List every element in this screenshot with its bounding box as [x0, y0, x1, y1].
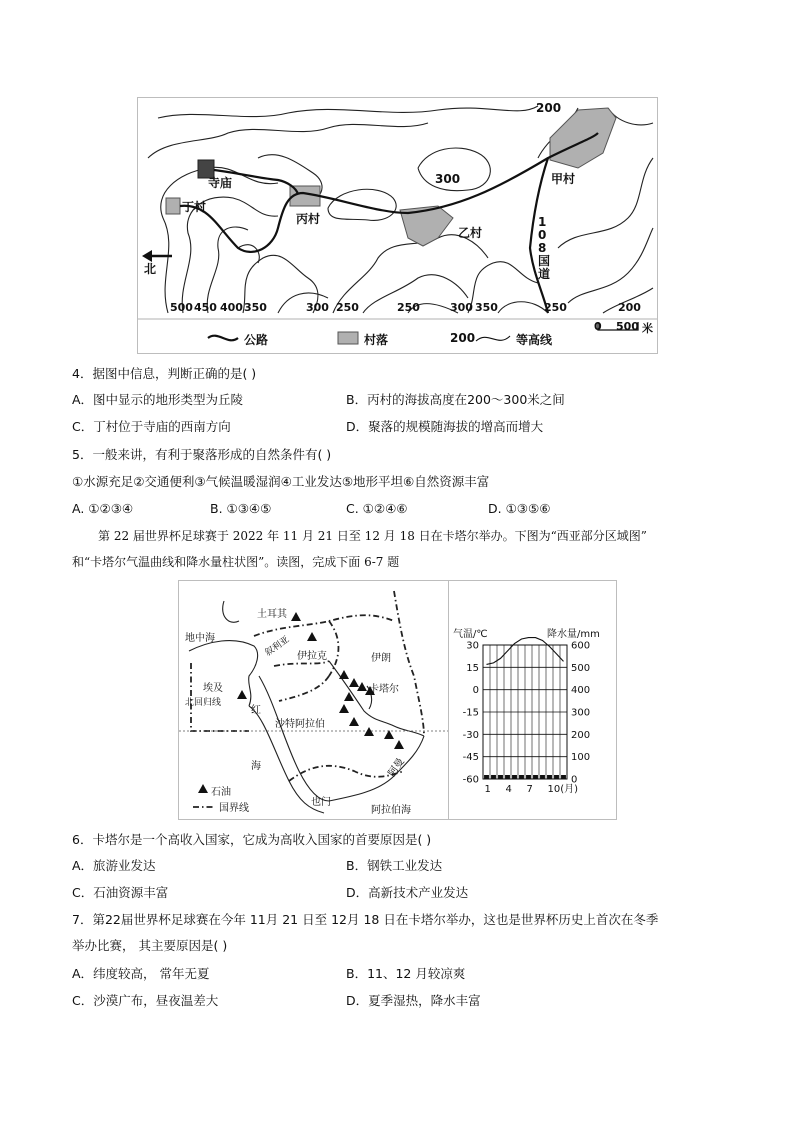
elev-label: 250 [397, 301, 420, 314]
chart-grid [483, 645, 567, 779]
month-tick-label: 4 [505, 784, 512, 795]
precip-bar [547, 775, 552, 779]
temp-tick-label: 15 [466, 662, 479, 674]
village-ding [166, 198, 180, 214]
q5-option-a[interactable]: A. ①②③④ [72, 501, 134, 516]
label-oman: 阿曼 [386, 756, 407, 779]
scale-value: 500 [616, 320, 639, 333]
q7-option-d[interactable]: D．夏季湿热，降水丰富 [346, 993, 481, 1008]
legend-oil-label: 石油 [211, 787, 231, 798]
q4-stem: 4．据图中信息，判断正确的是( ) [72, 366, 257, 381]
elev-label: 350 [475, 301, 498, 314]
month-tick-label: 1 [484, 784, 491, 795]
elev-label: 200 [618, 301, 641, 314]
precip-bar [491, 775, 496, 779]
q4-option-b[interactable]: B．丙村的海拔高度在200～300米之间 [346, 392, 565, 407]
legend-contour-label: 等高线 [516, 333, 553, 347]
precip-bar [554, 775, 559, 779]
q5-option-c[interactable]: C. ①②④⑥ [346, 501, 408, 516]
road-main [180, 133, 598, 252]
label-red: 红 [251, 705, 261, 716]
precip-tick-label: 200 [571, 729, 591, 741]
elev-label: 500 [170, 301, 193, 314]
q6-option-a[interactable]: A．旅游业发达 [72, 858, 156, 873]
legend-contour-symbol [476, 336, 510, 341]
label-sea: 海 [251, 761, 261, 772]
q6-option-d[interactable]: D．高新技术产业发达 [346, 885, 469, 900]
q4-option-d[interactable]: D．聚落的规模随海拔的增高而增大 [346, 419, 544, 434]
precip-bar [498, 775, 503, 779]
village-label-ding: 丁村 [182, 200, 207, 214]
temp-tick-label: -30 [462, 729, 479, 741]
elev-label: 200 [536, 101, 562, 115]
passage-line-1: 第 22 届世界杯足球赛于 2022 年 11 月 21 日至 12 月 18 日在卡塔尔举办。下图为“西亚部分区域图” [98, 529, 647, 543]
temp-tick-label: -15 [462, 707, 479, 719]
precip-tick-label: 500 [571, 662, 591, 674]
q4-option-c[interactable]: C．丁村位于寺庙的西南方向 [72, 419, 231, 434]
q6-stem: 6．卡塔尔是一个高收入国家，它成为高收入国家的首要原因是( ) [72, 832, 432, 847]
elev-label: 250 [544, 301, 567, 314]
road-108-label: 108国道 [538, 215, 551, 281]
legend-oil-symbol [198, 784, 208, 793]
label-syria: 叙利亚 [263, 634, 292, 659]
legend-village-label: 村落 [364, 333, 389, 347]
q7-option-b[interactable]: B．11、12 月较凉爽 [346, 966, 466, 981]
elev-label: 300 [435, 172, 461, 186]
legend-road-symbol [208, 336, 238, 341]
q6-option-b[interactable]: B．钢铁工业发达 [346, 858, 443, 873]
q7-option-c[interactable]: C．沙漠广布，昼夜温差大 [72, 993, 219, 1008]
q5-option-d[interactable]: D. ①③⑤⑥ [488, 501, 551, 516]
elev-label: 250 [336, 301, 359, 314]
label-egypt: 埃及 [203, 683, 223, 694]
temp-tick-label: 30 [466, 640, 479, 652]
q6-option-c[interactable]: C．石油资源丰富 [72, 885, 169, 900]
legend-village-symbol [338, 332, 358, 344]
label-tropic: 北回归线 [185, 698, 222, 708]
temp-tick-label: -45 [462, 752, 479, 764]
passage-line-2: 和“卡塔尔气温曲线和降水量柱状图”。读图，完成下面 6-7 题 [72, 555, 400, 569]
legend-border-label: 国界线 [219, 803, 249, 814]
y-right-title: 降水量/mm [547, 629, 600, 640]
precip-tick-label: 300 [571, 707, 591, 719]
precip-bar [505, 775, 510, 779]
precip-bar [519, 775, 524, 779]
legend-road-label: 公路 [244, 333, 269, 347]
label-mediterranean: 地中海 [185, 633, 215, 644]
elev-label: 300 [306, 301, 329, 314]
precip-bar [512, 775, 517, 779]
village-jia [550, 108, 616, 168]
precip-tick-label: 100 [571, 752, 591, 764]
label-saudi-arabia: 沙特阿拉伯 [275, 719, 325, 730]
precip-bar [540, 775, 545, 779]
precip-tick-label: 400 [571, 685, 591, 697]
precip-bar [526, 775, 531, 779]
q7-option-a[interactable]: A．纬度较高， 常年无夏 [72, 966, 210, 981]
q7-stem-line-2: 举办比赛， 其主要原因是( ) [72, 938, 228, 953]
label-qatar: 卡塔尔 [369, 684, 399, 695]
month-tick-label: 10(月) [547, 784, 579, 795]
temp-tick-label: -60 [462, 774, 479, 786]
precip-bar [561, 775, 566, 779]
scale-unit: 米 [642, 322, 653, 335]
legend-contour-value: 200 [450, 331, 476, 345]
precip-bar [533, 775, 538, 779]
contour-map-svg [138, 98, 657, 353]
precip-tick-label: 600 [571, 640, 591, 652]
village-label-yi: 乙村 [458, 226, 483, 240]
q5-stem: 5．一般来讲，有利于聚落形成的自然条件有( ) [72, 447, 332, 462]
q7-stem-line-1: 7．第22届世界杯足球赛在今年 11月 21 日至 12月 18 日在卡塔尔举办，这也是世界杯历史上首次在冬季 [72, 912, 659, 927]
q5-items: ①水源充足②交通便利③气候温暖湿润④工业发达⑤地形平坦⑥自然资源丰富 [72, 474, 490, 489]
precip-tick-label: 0 [571, 774, 578, 786]
label-iran: 伊朗 [371, 653, 391, 664]
q4-option-a[interactable]: A．图中显示的地形类型为丘陵 [72, 392, 244, 407]
month-tick-label: 7 [526, 784, 533, 795]
climate-chart [448, 580, 617, 820]
precip-bar [484, 775, 489, 779]
village-label-bing: 丙村 [296, 212, 321, 226]
y-left-title: 气温/℃ [453, 629, 488, 640]
label-iraq: 伊拉克 [297, 651, 327, 662]
temple-label: 寺庙 [208, 176, 233, 190]
contour-map [137, 97, 658, 354]
scale-zero: 0 [594, 320, 602, 333]
west-asia-map [178, 580, 450, 820]
q5-option-b[interactable]: B. ①③④⑤ [210, 501, 272, 516]
north-label: 北 [144, 262, 157, 276]
elev-label: 350 [244, 301, 267, 314]
elev-label: 450 [194, 301, 217, 314]
label-arabian-sea: 阿拉伯海 [371, 805, 411, 816]
temp-tick-label: 0 [472, 685, 479, 697]
label-yemen: 也门 [311, 797, 331, 808]
climate-chart-svg [449, 581, 616, 819]
label-turkey: 土耳其 [257, 609, 287, 620]
elev-label: 400 [220, 301, 243, 314]
village-label-jia: 甲村 [551, 172, 576, 186]
elev-label: 300 [450, 301, 473, 314]
